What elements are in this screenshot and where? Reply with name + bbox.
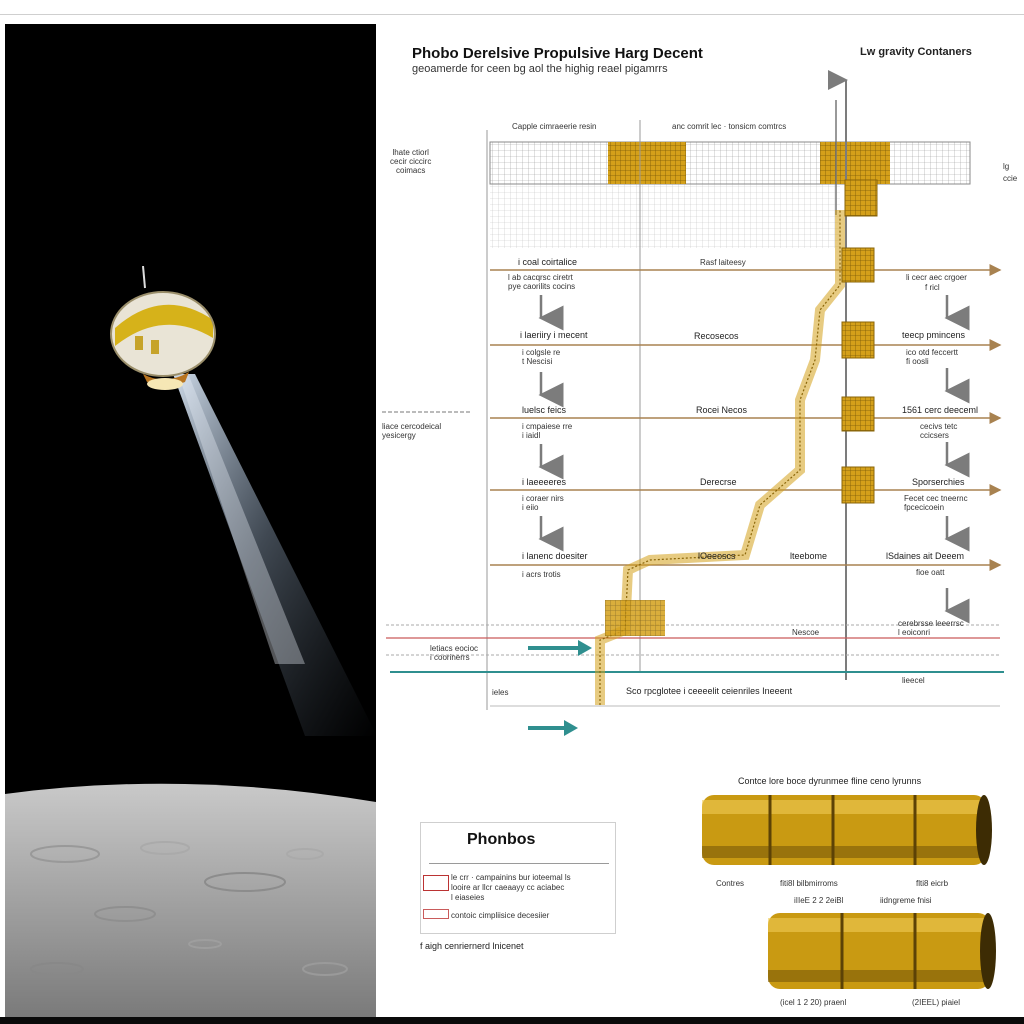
legend-swatch: [423, 909, 449, 919]
right-edge-label: lg: [1003, 162, 1010, 171]
container-label: fiti8l bilbmirroms: [780, 879, 838, 888]
grid-area: [490, 184, 840, 248]
teal-arrowhead: [564, 720, 578, 736]
stage-3-left-sub: i cmpaiese rre i iaidl: [522, 422, 573, 440]
bottom-row-center: Nescoe: [792, 628, 820, 637]
legend-divider: [429, 863, 609, 864]
bottom-row-left: letiacs eocioc i coorinerrs: [430, 644, 479, 662]
left-note-lower: liace cercodeical yesicergy: [382, 422, 442, 440]
container-label: (icel 1 2 20) praenl: [780, 998, 847, 1007]
stage-5-left-sub: i acrs trotis: [522, 570, 561, 579]
corner-label: Lw gravity Contaners: [860, 46, 972, 58]
diagram-title: Phobo Derelsive Propulsive Harg Decent: [412, 45, 703, 62]
stage-4-center: Derecrse: [700, 477, 737, 487]
container-label: (2IEEL) piaiel: [912, 998, 961, 1007]
stage-2-left-title: i laeriiry i mecent: [520, 330, 588, 340]
stage-3-right-sub: cecivs tetc ccicsers: [920, 422, 958, 440]
bottom-right-tag: lieecel: [902, 676, 925, 685]
stage-1-left-sub: l ab cacqrsc ciretrt pye caorilits cocins: [508, 273, 576, 291]
container-cylinder-bottom: [768, 913, 996, 989]
stage-1-right-sub: f ricl: [925, 283, 940, 292]
gold-block: [608, 142, 686, 184]
teal-arrowhead: [578, 640, 592, 656]
stage-5-center-2: lteebome: [790, 551, 828, 561]
container-label: Contres: [716, 879, 745, 888]
bottom-row-right: cerebrsse leeerrsc l eoiconri: [898, 619, 964, 637]
stage-4-left-sub: i coraer nirs i eiio: [522, 494, 564, 512]
legend-item-2: contoic cimpliisice decesiier: [451, 911, 550, 920]
stage-3-center: Rocei Necos: [696, 405, 748, 415]
diagram-subtitle: geoamerde for ceen bg aol the highig reael pigamrrs: [412, 63, 668, 75]
bottom-border: [0, 1017, 1024, 1024]
container-label: iidngreme fnisi: [880, 896, 932, 905]
containers-header: Contce lore boce dyrunmee fline ceno lyrunns: [738, 776, 922, 786]
bottom-left-tag: ieles: [492, 688, 509, 697]
module-block: [605, 600, 665, 636]
stage-2-left-sub: i colgsle re t Nescisi: [522, 348, 561, 366]
left-note-upper: lhate ctiorl cecir ciccirc coimacs: [390, 148, 432, 175]
stage-2-right-title: teecp pmincens: [902, 330, 966, 340]
stage-4-right-title: Sporserchies: [912, 477, 965, 487]
stage-2-right-sub: ico otd feccertt fi oosli: [906, 348, 959, 366]
stage-1-right-title: li cecr aec crgoer: [906, 273, 967, 282]
stage-5-right-title: lSdaines ait Deeem: [886, 551, 965, 561]
bottom-caption: Sco rpcglotee i ceeeelit ceienriles Ineeent: [626, 686, 793, 696]
stage-1-left-title: i coal coirtalice: [518, 257, 578, 267]
container-label: iIIeE 2 2 2eiBl: [794, 896, 844, 905]
module-block: [842, 397, 874, 431]
stage-5-left-title: i lanenc doesiter: [522, 551, 588, 561]
container-label: flti8 eicrb: [916, 879, 949, 888]
legend-swatch: [423, 875, 449, 891]
stage-3-right-title: 1561 cerc deeceml: [902, 405, 979, 415]
stage-3-left-title: luelsc feics: [522, 405, 567, 415]
legend-panel: [420, 822, 616, 934]
footnote: f aigh cenriernerd lnicenet: [420, 941, 524, 951]
stage-1-center: Rasf laiteesy: [700, 258, 746, 267]
gold-block: [820, 142, 890, 184]
right-edge-label: ccie: [1003, 174, 1018, 183]
stage-4-right-sub: Fecet cec tneernc fpcecicoein: [904, 494, 968, 512]
top-note-center: anc comrit lec · tonsicm comtrcs: [672, 122, 787, 131]
container-cylinder-top: [702, 795, 992, 865]
top-grid-strip: [490, 142, 970, 184]
stage-5-right-sub: fioe oatt: [916, 568, 945, 577]
stage-5-center: lOeeoscs: [698, 551, 736, 561]
top-note-left: Capple cimraeerie resin: [512, 122, 597, 131]
legend-title: Phonbos: [467, 831, 536, 848]
module-block: [842, 467, 874, 503]
stage-4-left-title: i laeeeeres: [522, 477, 567, 487]
module-block: [842, 322, 874, 358]
module-block: [845, 180, 877, 216]
module-block: [842, 248, 874, 282]
stage-2-center: Recosecos: [694, 331, 739, 341]
legend-item-1: le crr · campainins bur ioteemal ls looire ar llcr caeaayy cc aciabec l eiaseies: [451, 873, 571, 902]
